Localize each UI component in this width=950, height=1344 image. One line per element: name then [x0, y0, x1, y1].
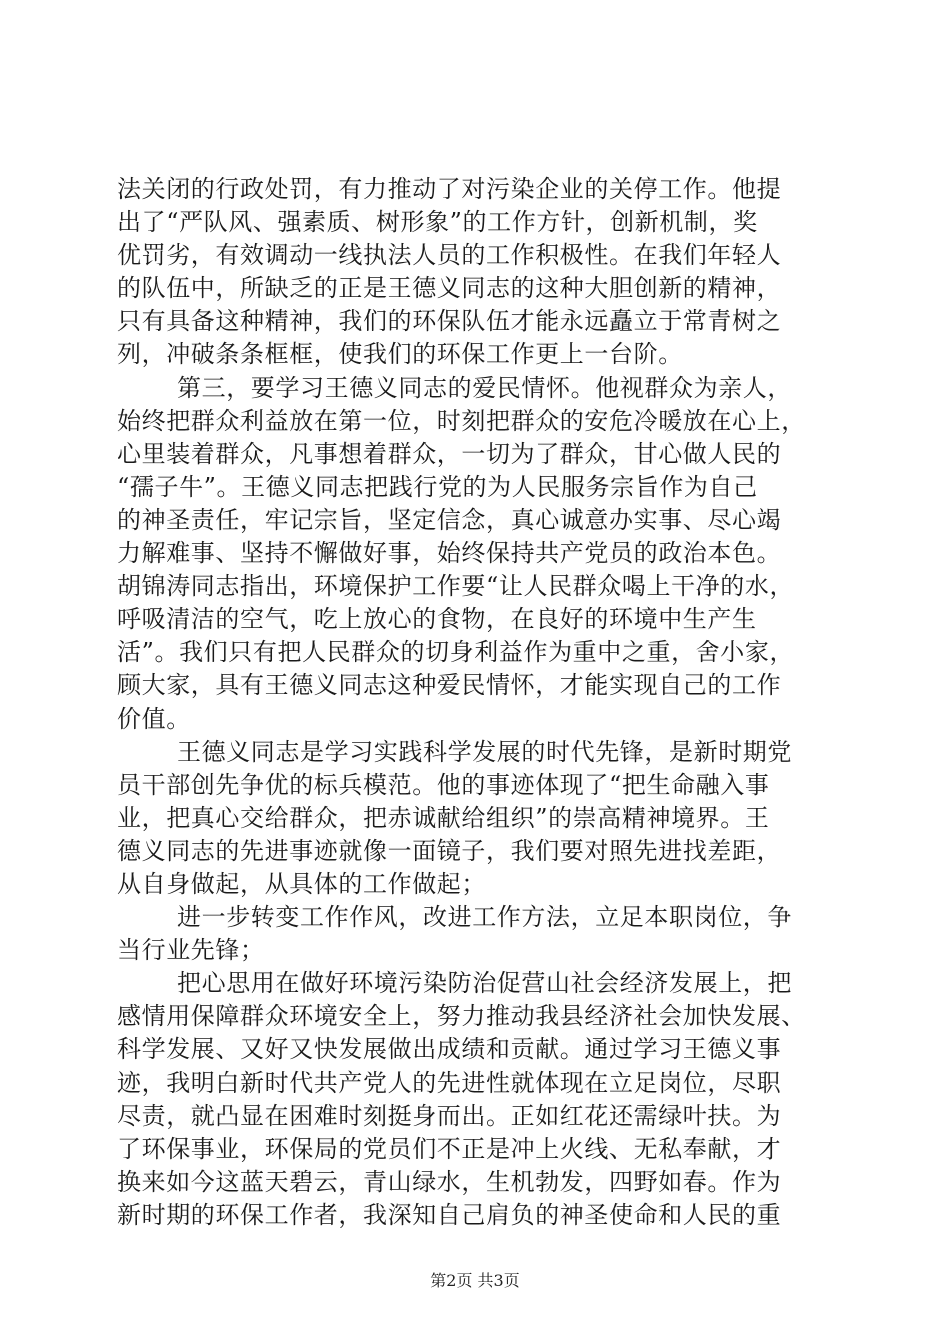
text-line: “孺子牛”。王德义同志把践行党的为人民服务宗旨作为自己: [117, 472, 758, 501]
text-line: 的队伍中，所缺乏的正是王德义同志的这种大胆创新的精神，: [117, 274, 782, 303]
text-line: 呼吸清洁的空气，吃上放心的食物，在良好的环境中生产生: [117, 605, 757, 634]
text-line: 感情用保障群众环境安全上，努力推动我县经济社会加快发展、: [117, 1002, 806, 1031]
text-line: 心里装着群众，凡事想着群众，一切为了群众，甘心做人民的: [117, 439, 782, 468]
text-line: 当行业先锋；: [117, 936, 265, 965]
text-line: 进一步转变工作作风，改进工作方法，立足本职岗位，争: [177, 903, 792, 932]
page-footer: 第2页 共3页: [430, 1271, 520, 1290]
text-line: 的神圣责任，牢记宗旨，坚定信念，真心诚意办实事、尽心竭: [117, 505, 782, 534]
text-line: 活”。我们只有把人民群众的切身利益作为重中之重，舍小家，: [117, 638, 795, 667]
document-body: [117, 173, 837, 1232]
text-line: 王德义同志是学习实践科学发展的时代先锋，是新时期党: [177, 737, 792, 766]
text-line: 胡锦涛同志指出，环境保护工作要“让人民群众喝上干净的水，: [117, 572, 795, 601]
text-line: 把心思用在做好环境污染防治促营山社会经济发展上，把: [177, 969, 792, 998]
text-line: 迹，我明白新时代共产党人的先进性就体现在立足岗位，尽职: [117, 1068, 782, 1097]
text-line: 尽责，就凸显在困难时刻挺身而出。正如红花还需绿叶扶。为: [117, 1101, 782, 1130]
text-line: 价值。: [117, 704, 191, 733]
text-line: 德义同志的先进事迹就像一面镜子，我们要对照先进找差距，: [117, 836, 782, 865]
text-line: 优罚劣，有效调动一线执法人员的工作积极性。在我们年轻人: [117, 241, 782, 270]
text-line: 换来如今这蓝天碧云，青山绿水，生机勃发，四野如春。作为: [117, 1167, 782, 1196]
text-line: 从自身做起，从具体的工作做起；: [117, 869, 486, 898]
text-line: 新时期的环保工作者，我深知自己肩负的神圣使命和人民的重: [117, 1200, 782, 1229]
text-line: 科学发展、又好又快发展做出成绩和贡献。通过学习王德义事: [117, 1035, 782, 1064]
text-line: 顾大家，具有王德义同志这种爱民情怀，才能实现自己的工作: [117, 671, 782, 700]
text-line: 员干部创先争优的标兵模范。他的事迹体现了“把生命融入事: [117, 770, 770, 799]
text-line: 列，冲破条条框框，使我们的环保工作更上一台阶。: [117, 340, 683, 369]
text-line: 出了“严队风、强素质、树形象”的工作方针，创新机制，奖: [117, 208, 758, 237]
text-line: 第三，要学习王德义同志的爱民情怀。他视群众为亲人，: [177, 373, 792, 402]
text-line: 力解难事、坚持不懈做好事，始终保持共产党员的政治本色。: [117, 539, 782, 568]
text-line: 始终把群众利益放在第一位，时刻把群众的安危冷暖放在心上，: [117, 406, 806, 435]
text-line: 业，把真心交给群众，把赤诚献给组织”的崇高精神境界。王: [117, 803, 770, 832]
text-line: 法关闭的行政处罚，有力推动了对污染企业的关停工作。他提: [117, 175, 782, 203]
text-line: 只有具备这种精神，我们的环保队伍才能永远矗立于常青树之: [117, 307, 782, 336]
text-line: 了环保事业，环保局的党员们不正是冲上火线、无私奉献，才: [117, 1134, 782, 1163]
